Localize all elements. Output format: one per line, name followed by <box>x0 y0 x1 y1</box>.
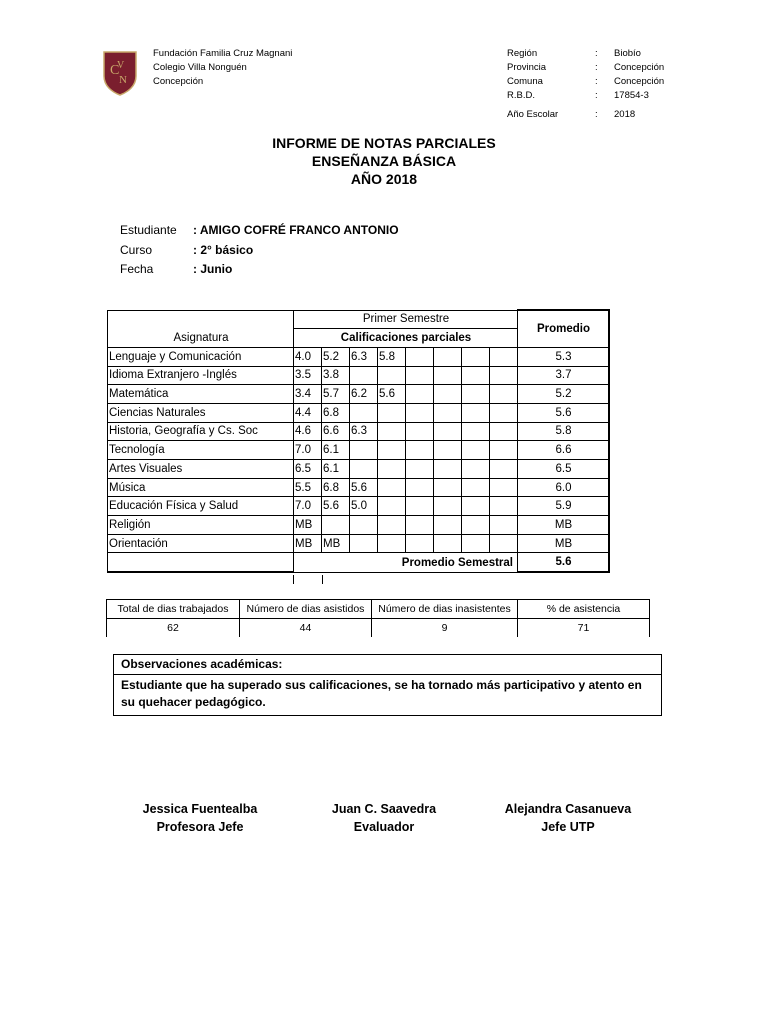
subject-header: Asignatura <box>108 329 294 348</box>
days-absent-header: Número de dias inasistentes <box>372 600 518 619</box>
grade-cell <box>490 460 518 479</box>
grade-row <box>108 460 610 479</box>
grade-cell <box>462 347 490 366</box>
grade-cell <box>434 516 462 535</box>
grade-cell <box>406 534 434 553</box>
grades-table <box>107 309 610 573</box>
subject-average: 5.8 <box>518 422 610 441</box>
grade-cell <box>378 497 406 516</box>
grade-row <box>108 516 610 535</box>
grade-cell <box>378 441 406 460</box>
subject-name: Artes Visuales <box>108 460 294 479</box>
grade-cell <box>434 478 462 497</box>
partials-header: Calificaciones parciales <box>294 329 518 348</box>
attendance-table <box>106 599 650 637</box>
grade-row <box>108 366 610 385</box>
grade-cell <box>350 403 378 422</box>
detail-colon: : <box>595 109 598 120</box>
signature-role: Profesora Jefe <box>156 820 244 834</box>
grade-cell <box>350 366 378 385</box>
detail-label: Año Escolar <box>507 109 559 120</box>
grade-cell <box>378 534 406 553</box>
student-name: : AMIGO COFRÉ FRANCO ANTONIO <box>193 223 399 237</box>
grade-cell <box>406 441 434 460</box>
grades-header-row-1 <box>108 310 610 329</box>
grade-cell <box>434 497 462 516</box>
grade-cell <box>322 516 350 535</box>
grade-cell <box>490 403 518 422</box>
subject-average: 5.2 <box>518 385 610 404</box>
student-name-row <box>120 221 399 241</box>
grade-cell <box>434 422 462 441</box>
grade-cell <box>406 478 434 497</box>
grade-cell <box>490 366 518 385</box>
grade-cell: 4.0 <box>294 347 322 366</box>
grade-cell <box>434 347 462 366</box>
grade-cell <box>434 460 462 479</box>
grade-cell <box>462 366 490 385</box>
detail-colon: : <box>595 76 598 87</box>
grade-cell <box>378 422 406 441</box>
subject-average: 5.3 <box>518 347 610 366</box>
detail-value: Biobío <box>614 48 641 59</box>
logo-letter-n: N <box>119 74 127 86</box>
grade-cell <box>434 441 462 460</box>
table-tick <box>322 575 323 584</box>
grade-cell: MB <box>294 516 322 535</box>
attendance-percent-value: 71 <box>518 619 650 638</box>
course-label: Curso <box>120 242 153 257</box>
subject-name: Orientación <box>108 534 294 553</box>
grade-cell <box>462 422 490 441</box>
detail-label: Comuna <box>507 76 543 87</box>
report-title <box>0 134 768 188</box>
grade-cell: 6.3 <box>350 422 378 441</box>
date-label: Fecha <box>120 262 154 276</box>
observations-label: Observaciones académicas: <box>114 655 661 675</box>
grade-cell: 5.6 <box>378 385 406 404</box>
grade-row <box>108 385 610 404</box>
subject-name: Lenguaje y Comunicación <box>108 347 294 366</box>
title-line-2: ENSEÑANZA BÁSICA <box>311 153 457 169</box>
subject-name: Tecnología <box>108 441 294 460</box>
grade-cell <box>490 534 518 553</box>
grade-cell <box>434 534 462 553</box>
grade-cell: 6.1 <box>322 441 350 460</box>
subject-name: Ciencias Naturales <box>108 403 294 422</box>
detail-value: 17854-3 <box>614 90 649 101</box>
detail-row <box>507 61 664 75</box>
grade-cell: MB <box>322 534 350 553</box>
grade-row <box>108 497 610 516</box>
observations-box <box>113 654 662 716</box>
grade-cell <box>462 385 490 404</box>
city-name: Concepción <box>153 76 204 87</box>
attendance-values-row <box>107 619 650 638</box>
school-logo <box>102 50 138 96</box>
subject-average: 6.6 <box>518 441 610 460</box>
grade-cell: 4.6 <box>294 422 322 441</box>
days-worked-value: 62 <box>107 619 240 638</box>
institution-header <box>153 47 292 89</box>
grade-row <box>108 403 610 422</box>
days-worked-header: Total de dias trabajados <box>107 600 240 619</box>
grade-cell: 5.0 <box>350 497 378 516</box>
grade-cell <box>378 516 406 535</box>
course-row <box>120 241 399 261</box>
foundation-name: Fundación Familia Cruz Magnani <box>153 48 293 59</box>
subject-average: 5.9 <box>518 497 610 516</box>
grade-cell <box>462 403 490 422</box>
grade-row <box>108 347 610 366</box>
grade-cell <box>406 403 434 422</box>
grade-row <box>108 478 610 497</box>
detail-row <box>507 108 664 122</box>
signature-utp <box>468 800 668 836</box>
semester-average-label: Promedio Semestral <box>294 553 518 572</box>
grade-cell <box>406 516 434 535</box>
days-absent-value: 9 <box>372 619 518 638</box>
grade-cell: 5.7 <box>322 385 350 404</box>
date-row <box>120 260 399 280</box>
grade-cell <box>434 385 462 404</box>
grade-cell <box>378 478 406 497</box>
detail-label: Provincia <box>507 62 547 73</box>
grade-cell: 7.0 <box>294 497 322 516</box>
signature-name: Alejandra Casanueva <box>504 802 632 816</box>
grade-cell <box>350 460 378 479</box>
blank-cell <box>108 553 294 572</box>
grade-cell: 6.2 <box>350 385 378 404</box>
grade-cell <box>462 478 490 497</box>
grade-cell: 3.8 <box>322 366 350 385</box>
grade-cell: 6.8 <box>322 478 350 497</box>
signature-role: Evaluador <box>353 820 415 834</box>
detail-value: 2018 <box>614 109 636 120</box>
grade-cell <box>406 366 434 385</box>
grade-cell: 4.4 <box>294 403 322 422</box>
subject-header-top <box>108 310 294 329</box>
grade-cell: 7.0 <box>294 441 322 460</box>
date-value: : Junio <box>193 262 233 276</box>
grade-cell <box>406 460 434 479</box>
student-info <box>120 221 399 280</box>
subject-name: Música <box>108 478 294 497</box>
detail-value: Concepción <box>614 76 665 87</box>
grade-cell <box>490 385 518 404</box>
subject-average: MB <box>518 534 610 553</box>
grade-cell: 5.5 <box>294 478 322 497</box>
grade-row <box>108 422 610 441</box>
grade-cell: 5.2 <box>322 347 350 366</box>
subject-average: 3.7 <box>518 366 610 385</box>
days-attended-header: Número de dias asistidos <box>240 600 372 619</box>
detail-row <box>507 47 664 61</box>
grade-cell <box>406 385 434 404</box>
detail-colon: : <box>595 62 598 73</box>
grade-cell: 5.6 <box>322 497 350 516</box>
detail-colon: : <box>595 48 598 59</box>
student-name-label: Estudiante <box>120 223 177 237</box>
grade-cell <box>462 497 490 516</box>
grade-cell <box>378 366 406 385</box>
grade-cell: 5.8 <box>378 347 406 366</box>
grade-cell <box>490 497 518 516</box>
school-name: Colegio Villa Nonguén <box>153 62 247 73</box>
observations-text: Estudiante que ha superado sus calificaciones, se ha tornado más participativo y atento en su quehacer pedagógico. <box>121 678 642 709</box>
grade-cell <box>350 516 378 535</box>
grade-cell <box>406 422 434 441</box>
grade-row <box>108 441 610 460</box>
grade-cell <box>462 460 490 479</box>
days-attended-value: 44 <box>240 619 372 638</box>
grade-cell <box>462 534 490 553</box>
grade-cell <box>490 441 518 460</box>
grade-cell: 6.3 <box>350 347 378 366</box>
school-details <box>507 47 664 122</box>
grade-cell <box>462 441 490 460</box>
detail-row <box>507 75 664 89</box>
grade-cell <box>490 422 518 441</box>
title-line-1: INFORME DE NOTAS PARCIALES <box>272 135 496 151</box>
signature-name: Jessica Fuentealba <box>142 802 258 816</box>
logo-letter-v: V <box>117 60 125 71</box>
logo-letter-c: C <box>110 63 120 78</box>
semester-average-row <box>108 553 610 572</box>
semester-average-value: 5.6 <box>518 553 610 572</box>
grade-cell <box>490 516 518 535</box>
grade-cell: 6.8 <box>322 403 350 422</box>
subject-name: Idioma Extranjero -Inglés <box>108 366 294 385</box>
grade-cell: 3.4 <box>294 385 322 404</box>
semester-header: Primer Semestre <box>294 310 518 329</box>
grade-cell: 6.5 <box>294 460 322 479</box>
title-line-3: AÑO 2018 <box>350 171 418 187</box>
subject-name: Educación Física y Salud <box>108 497 294 516</box>
course-value: : 2° básico <box>193 242 254 257</box>
grade-cell <box>378 403 406 422</box>
grade-cell <box>490 347 518 366</box>
attendance-percent-header: % de asistencia <box>518 600 650 619</box>
detail-value: Concepción <box>614 62 665 73</box>
grade-cell <box>434 403 462 422</box>
subject-name: Religión <box>108 516 294 535</box>
grade-cell: 3.5 <box>294 366 322 385</box>
subject-average: 6.5 <box>518 460 610 479</box>
grade-cell <box>434 366 462 385</box>
grade-cell <box>406 497 434 516</box>
detail-label: R.B.D. <box>507 90 535 101</box>
signature-teacher <box>100 800 300 836</box>
table-tick <box>293 575 294 584</box>
subject-average: 5.6 <box>518 403 610 422</box>
grade-cell: 6.6 <box>322 422 350 441</box>
detail-colon: : <box>595 90 598 101</box>
grade-cell <box>378 460 406 479</box>
grade-cell <box>490 478 518 497</box>
average-header: Promedio <box>518 310 610 347</box>
grade-cell <box>462 516 490 535</box>
grade-cell <box>406 347 434 366</box>
grade-row <box>108 534 610 553</box>
subject-average: MB <box>518 516 610 535</box>
attendance-header-row <box>107 600 650 619</box>
detail-row <box>507 89 664 103</box>
signature-evaluator <box>284 800 484 836</box>
subject-name: Matemática <box>108 385 294 404</box>
grade-cell: 6.1 <box>322 460 350 479</box>
grade-cell <box>350 441 378 460</box>
subject-name: Historia, Geografía y Cs. Soc <box>108 422 294 441</box>
signature-role: Jefe UTP <box>541 820 595 834</box>
grade-cell: MB <box>294 534 322 553</box>
signature-name: Juan C. Saavedra <box>331 802 437 816</box>
detail-label: Región <box>507 48 538 59</box>
grade-cell <box>350 534 378 553</box>
grade-cell: 5.6 <box>350 478 378 497</box>
subject-average: 6.0 <box>518 478 610 497</box>
